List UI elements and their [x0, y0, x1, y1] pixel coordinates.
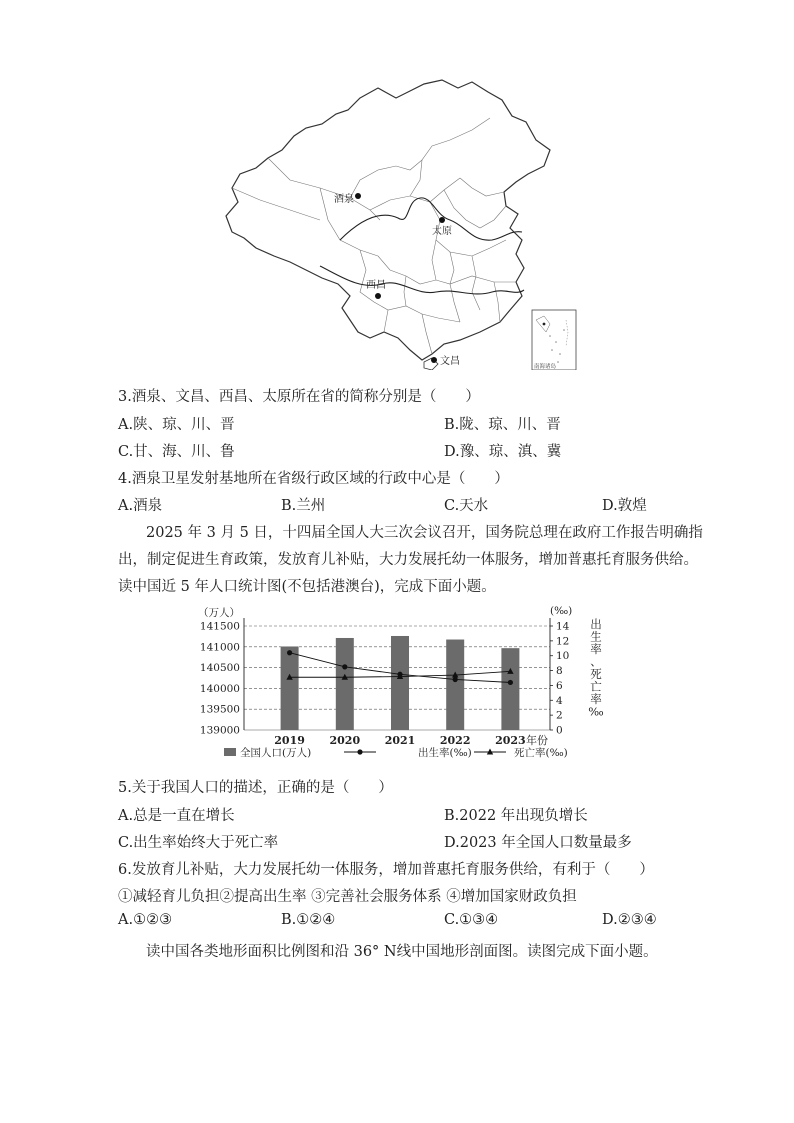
q3-option-c: C.甘、海、川、鲁 [118, 444, 235, 460]
left-tick-label: 141500 [199, 620, 240, 633]
q3-option-b: B.陇、琼、川、晋 [444, 417, 561, 433]
question-5-stem: 5.关于我国人口的描述，正确的是（ ） [118, 780, 393, 796]
x-tick-label: 2022 [439, 734, 471, 747]
passage-line-2: 出，制定促进生育政策，发放育儿补贴，大力发展托幼一体服务，增加普惠托育服务供给。 [118, 552, 698, 568]
china-outline [226, 80, 550, 360]
bar-2020 [336, 638, 354, 730]
right-tick-label: 10 [556, 650, 570, 663]
right-tick-label: 8 [556, 665, 563, 678]
q3-option-a: A.陕、琼、川、晋 [118, 417, 235, 433]
legend-death-rate: 死亡率(‰) [514, 747, 568, 759]
jiuquan-marker [355, 193, 361, 199]
question-3-stem: 3.酒泉、文昌、西昌、太原所在省的简称分别是（ ） [118, 389, 480, 405]
taiyuan-marker [439, 217, 445, 223]
right-tick-label: 4 [556, 694, 563, 707]
birth-rate-point [508, 680, 513, 685]
china-map [210, 70, 590, 370]
right-axis-label [588, 617, 603, 719]
right-axis-unit: (‰) [550, 605, 573, 617]
right-tick-label: 14 [556, 620, 570, 633]
q6-statements: ①减轻育儿负担②提高出生率 ③完善社会服务体系 ④增加国家财政负担 [118, 889, 577, 905]
jiuquan-label: 酒泉 [334, 194, 354, 205]
bar-2021 [391, 636, 409, 730]
left-tick-label: 140000 [199, 682, 240, 695]
legend-bar-swatch [224, 748, 236, 756]
right-tick-label: 0 [556, 724, 563, 737]
right-axis-label-char: 生 [590, 629, 602, 644]
wenchang-label: 文昌 [440, 356, 460, 367]
x-tick-label: 2023 [495, 734, 526, 747]
legend-population: 全国人口(万人) [240, 747, 312, 759]
right-axis-label-char: 死 [590, 667, 602, 681]
legend-birth-marker [357, 749, 362, 754]
population-chart [172, 604, 612, 764]
q5-option-a: A.总是一直在增长 [118, 808, 235, 824]
x-tick-label: 2020 [329, 734, 361, 747]
left-axis-unit: （万人） [198, 607, 240, 619]
chart-bars [281, 636, 520, 730]
q6-option-c: C.①③④ [444, 912, 499, 928]
question-6-stem: 6.发放育儿补贴，大力发展托幼一体服务，增加普惠托育服务供给，有利于（ ） [118, 862, 654, 878]
birth-rate-point [342, 664, 347, 669]
right-axis-label-char: 率 [590, 692, 602, 706]
q4-option-b: B.兰州 [281, 498, 326, 514]
birth-rate-point [287, 650, 292, 655]
bar-2019 [281, 646, 299, 730]
passage-line-1: 2025 年 3 月 5 日，十四届全国人大三次会议召开，国务院总理在政府工作报告明确指 [146, 525, 703, 541]
chart-legend [224, 746, 568, 759]
q6-option-a: A.①②③ [118, 912, 173, 928]
legend-death-marker [487, 749, 493, 755]
xichang-marker [375, 293, 381, 299]
q5-option-b: B.2022 年出现负增长 [444, 808, 588, 824]
closing-instruction: 读中国各类地形面积比例图和沿 36° N线中国地形剖面图。读图完成下面小题。 [146, 944, 658, 960]
left-axis-ticks [200, 621, 240, 737]
q4-option-a: A.酒泉 [118, 498, 163, 514]
birth-rate-point [453, 677, 458, 682]
bar-2022 [446, 640, 464, 730]
right-tick-label: 2 [556, 709, 563, 722]
rivers [320, 198, 524, 294]
right-axis-label-char: ‰ [588, 704, 604, 719]
q6-option-b: B.①②④ [281, 912, 336, 928]
q5-option-c: C.出生率始终大于死亡率 [118, 835, 279, 851]
legend-birth-rate: 出生率(‰) [418, 747, 472, 759]
right-axis-label-char: 率 [590, 642, 602, 656]
xichang-label: 西昌 [366, 280, 386, 291]
right-axis-label-char: 、 [590, 654, 602, 669]
x-tick-label: 2021 [384, 734, 416, 747]
svg-text:南海诸岛: 南海诸岛 [534, 364, 557, 370]
left-tick-label: 139000 [199, 724, 240, 737]
right-tick-label: 6 [556, 679, 563, 692]
q6-option-d: D.②③④ [602, 912, 657, 928]
q4-option-d: D.敦煌 [602, 498, 647, 514]
q4-option-c: C.天水 [444, 498, 489, 514]
q5-option-d: D.2023 年全国人口数量最多 [444, 835, 632, 851]
bar-2023 [501, 648, 519, 730]
x-tick-label: 2019 [274, 734, 305, 747]
passage-line-3: 读中国近 5 年人口统计图(不包括港澳台)，完成下面小题。 [118, 579, 496, 595]
right-axis-label-char: 出 [590, 617, 602, 631]
q3-option-d: D.豫、琼、滇、冀 [444, 444, 562, 460]
left-tick-label: 141000 [199, 641, 240, 654]
x-axis-label: 年份 [526, 734, 548, 747]
right-axis-ticks [550, 621, 570, 737]
left-tick-label: 140500 [199, 662, 240, 675]
x-axis-labels [274, 734, 525, 747]
right-axis-label-char: 亡 [590, 679, 602, 694]
question-4-stem: 4.酒泉卫星发射基地所在省级行政区域的行政中心是（ ） [118, 471, 509, 487]
wenchang-marker [431, 357, 437, 363]
south-china-sea-inset [532, 310, 576, 370]
right-tick-label: 12 [556, 635, 570, 648]
taiyuan-label: 太原 [432, 226, 452, 237]
left-tick-label: 139500 [199, 703, 240, 716]
